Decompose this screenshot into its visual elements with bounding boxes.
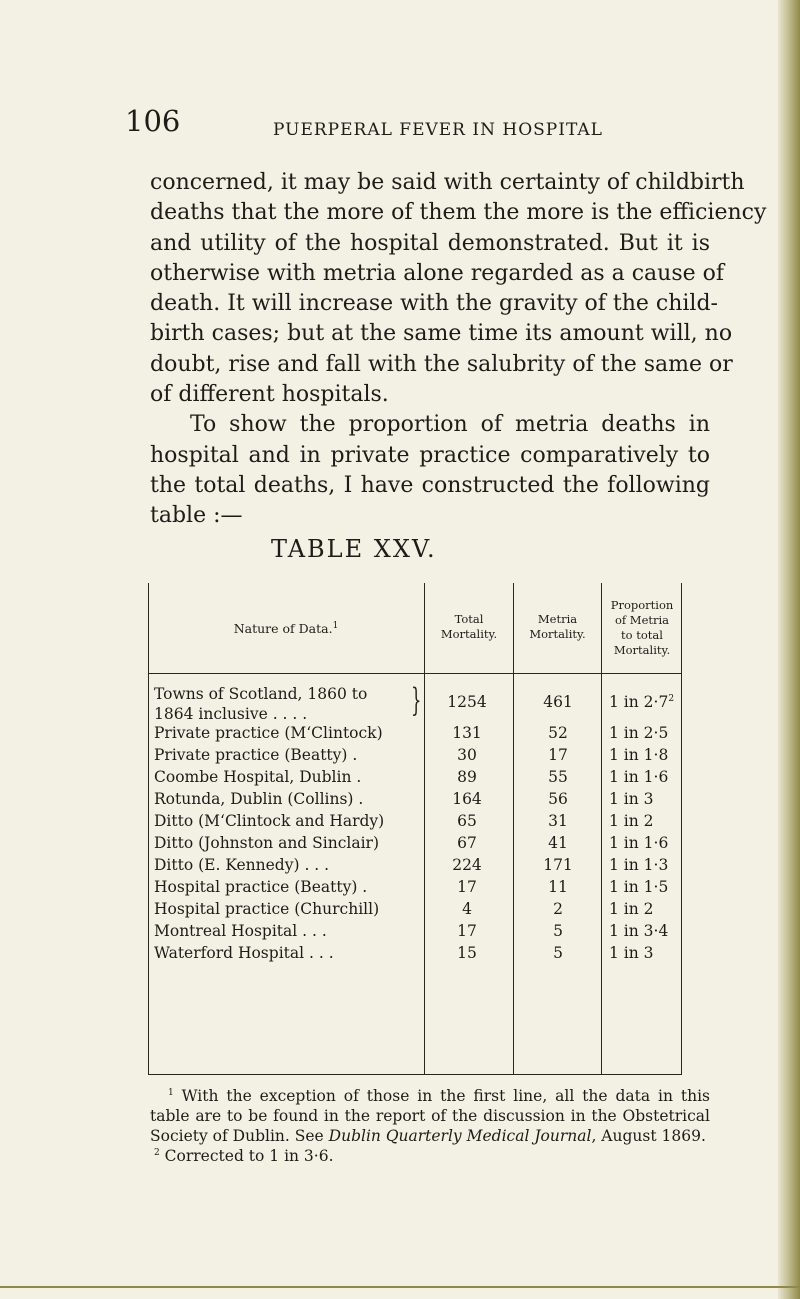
proportion-cell: 1 in 3 [609,790,654,808]
data-table [148,583,682,1075]
nature-cell: Coombe Hospital, Dublin . [154,768,362,786]
table-title: TABLE XXV. [271,535,437,563]
metria-cell: 55 [548,768,568,786]
total-cell: 164 [452,790,482,808]
body-line: birth cases; but at the same time its amount will, no [150,321,733,347]
table-row [148,746,682,768]
nature-cell: Waterford Hospital . . . [154,944,334,962]
nature-cell: Towns of Scotland, 1860 to 1864 inclusive . . . . [154,685,368,723]
header-proportion: Proportion of Metria to total Mortality. [610,598,674,657]
proportion-cell: 1 in $2\cdot 7^2$ [609,693,675,711]
nature-cell: Ditto (E. Kennedy) . . . [154,856,330,874]
proportion-cell: 1 in 1·5 [609,878,669,896]
proportion-cell: 1 in 3 [609,944,654,962]
table-row [148,724,682,746]
metria-cell: 52 [548,724,568,742]
metria-cell: 5 [553,944,563,962]
metria-cell: 56 [548,790,568,808]
metria-cell: 2 [553,900,563,918]
table-row [148,812,682,834]
total-cell: 224 [452,856,482,874]
table-border-bottom [148,1074,682,1075]
metria-cell: 17 [548,746,568,764]
proportion-cell: 1 in 2 [609,900,654,918]
metria-cell: 5 [553,922,563,940]
metria-cell: 461 [543,693,573,711]
nature-cell: Ditto (M‘Clintock and Hardy) [154,812,385,830]
body-line: table :— [150,503,243,529]
page-header [125,104,725,154]
proportion-cell: 1 in 1·6 [609,768,669,786]
total-cell: 89 [457,768,477,786]
table-row [148,878,682,900]
body-line: deaths that the more of them the more is the efficiency [150,200,767,226]
body-line: doubt, rise and fall with the salubrity of the same or [150,351,733,377]
table-row [148,922,682,944]
table-row [148,856,682,878]
body-line: the total deaths, I have constructed the following [150,472,710,498]
body-line: and utility of the hospital demonstrated. But it is [150,230,710,256]
proportion-cell: 1 in 2 [609,812,654,830]
body-paragraphs [150,168,767,532]
metria-cell: 41 [548,834,568,852]
proportion-cell: 1 in 1·3 [609,856,669,874]
footnote-2: $^2$ Corrected to 1 in 3·6. [154,1147,334,1165]
brace: } [411,681,422,719]
header-rule [148,673,682,674]
footnote-1: $^1$ With the exception of those in the first line, all the data in this table are to be found in the report of the discussion in the Obstetrical Society of Dublin. See Dublin Quarterly Medical Journal, August 1869. [150,1087,710,1145]
page-number: 106 [125,104,181,138]
page-edge-shadow [778,0,800,1299]
nature-cell: Hospital practice (Beatty) . [154,878,368,896]
nature-cell: Rotunda, Dublin (Collins) . [154,790,364,808]
body-line: otherwise with metria alone regarded as a cause of [150,260,725,286]
total-cell: 30 [457,746,477,764]
running-title: PUERPERAL FEVER IN HOSPITAL [273,120,603,140]
nature-cell: Hospital practice (Churchill) [154,900,380,918]
body-line: hospital and in private practice comparatively to [150,442,710,468]
table-row [148,834,682,856]
table-row [148,681,682,724]
body-line: concerned, it may be said with certainty of childbirth [150,170,745,195]
total-cell: 67 [457,834,477,852]
table-row [148,944,682,966]
total-cell: 4 [462,900,472,918]
proportion-cell: 1 in 3·4 [609,922,669,940]
total-cell: 17 [457,878,477,896]
body-line: death. It will increase with the gravity of the child- [150,291,718,317]
table-row [148,790,682,812]
nature-cell: Private practice (M‘Clintock) [154,724,383,742]
nature-cell: Ditto (Johnston and Sinclair) [154,834,380,852]
metria-cell: 11 [548,878,568,896]
table-row [148,768,682,790]
header-metria: Metria Mortality. [529,612,586,641]
header-total: Total Mortality. [440,612,498,641]
proportion-cell: 1 in 2·5 [609,724,669,742]
proportion-cell: 1 in 1·8 [609,746,669,764]
total-cell: 131 [452,724,482,742]
total-cell: 65 [457,812,477,830]
page-bottom-edge [0,1286,800,1288]
nature-cell: Private practice (Beatty) . [154,746,358,764]
body-line: To show the proportion of metria deaths in [190,412,710,438]
metria-cell: 171 [543,856,573,874]
nature-cell: Montreal Hospital . . . [154,922,327,940]
proportion-cell: 1 in 1·6 [609,834,669,852]
metria-cell: 31 [548,812,568,830]
total-cell: 1254 [447,693,487,711]
table-row [148,900,682,922]
body-line: of different hospitals. [150,382,389,408]
total-cell: 17 [457,922,477,940]
total-cell: 15 [457,944,477,962]
footnotes [150,1086,710,1166]
header-nature: Nature of Data.$^1$ [233,620,339,636]
